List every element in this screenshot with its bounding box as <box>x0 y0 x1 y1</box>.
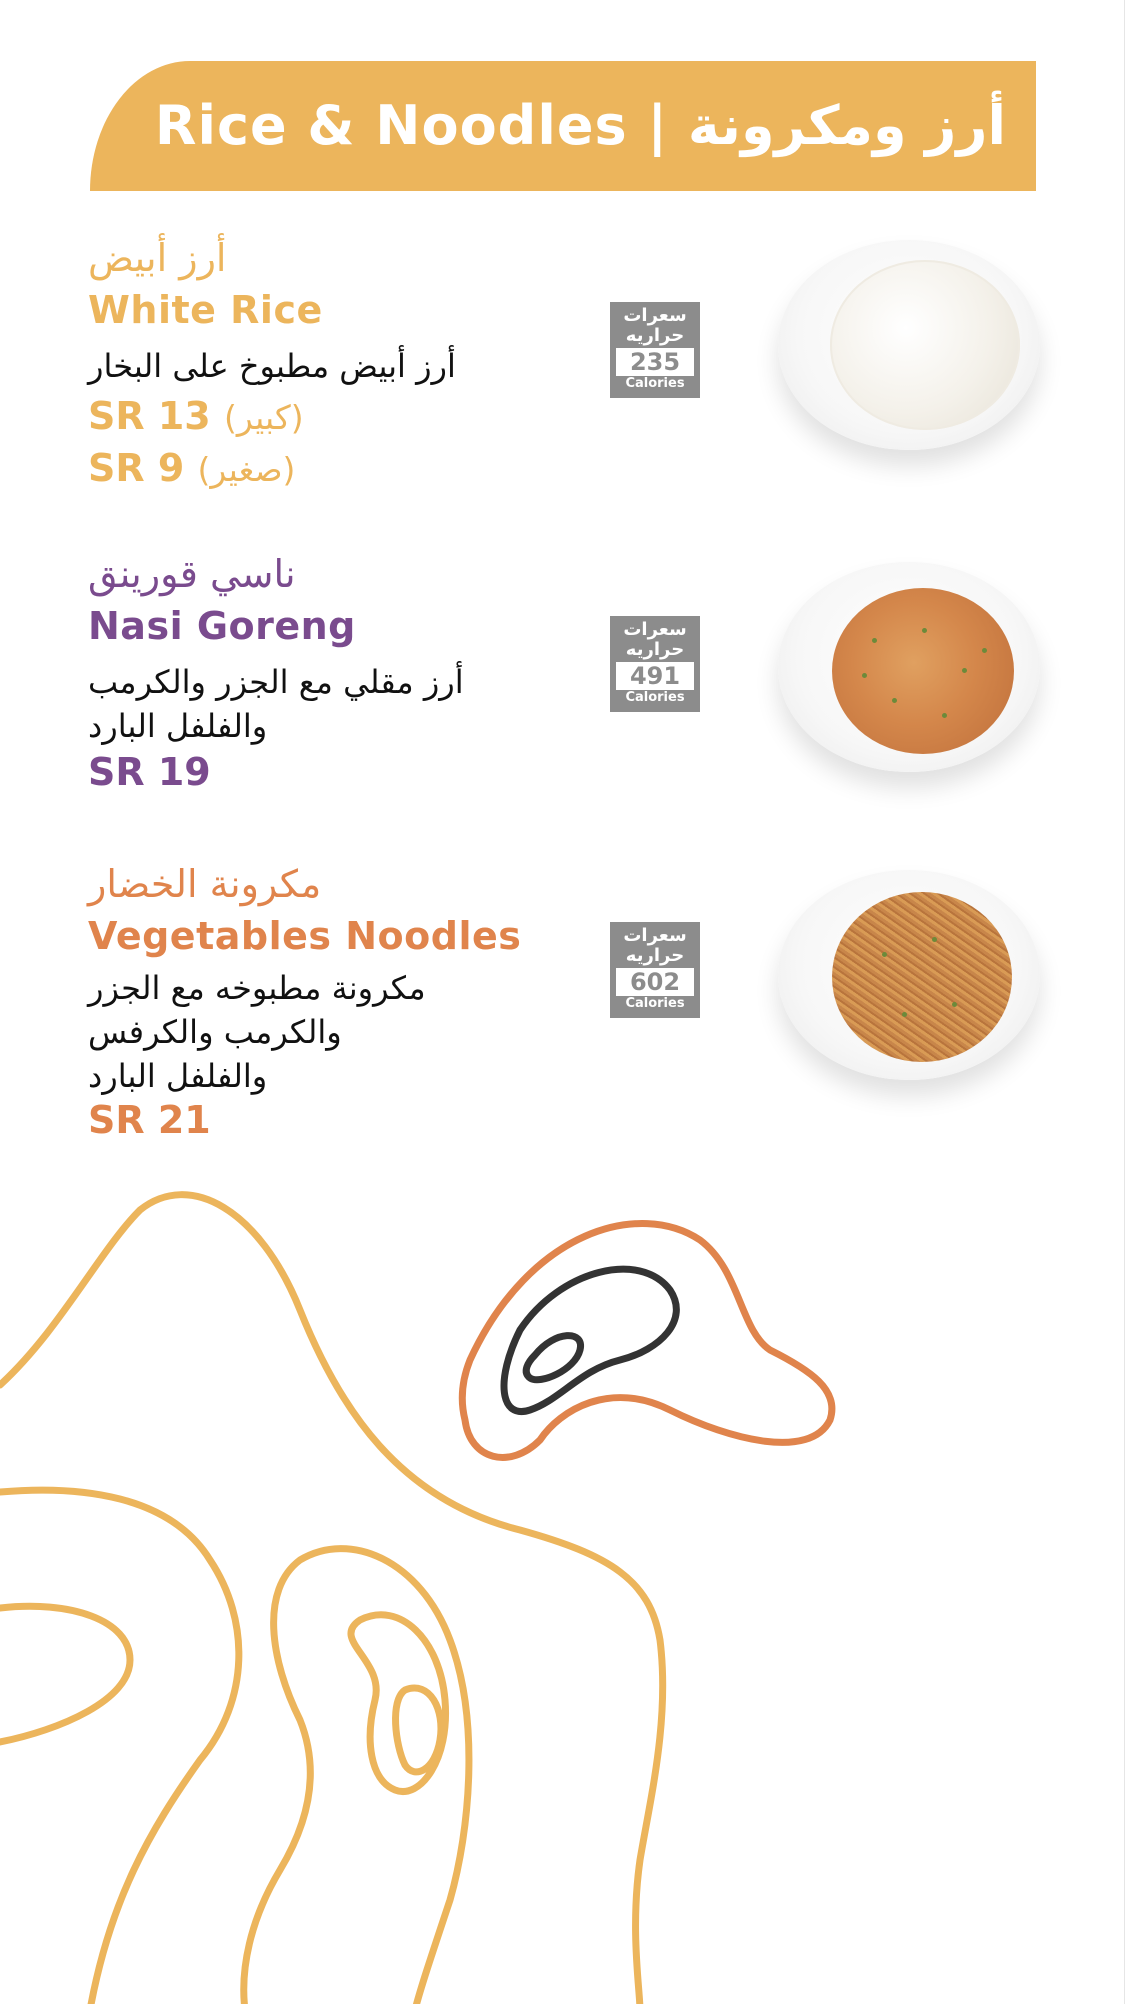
description-line: أرز مقلي مع الجزر والكرمب <box>88 663 464 701</box>
vegetable-noodles-image <box>760 848 1050 1118</box>
contour-dark-inner <box>526 1336 580 1380</box>
calorie-label-arabic: سعرات حراريه <box>623 925 687 966</box>
white-rice-image <box>760 218 1050 488</box>
decorative-contour-lines <box>0 1150 1128 2004</box>
calorie-label-english: Calories <box>625 376 685 391</box>
contour-loop-1 <box>0 1490 239 2004</box>
price-amount: SR 21 <box>88 1098 211 1142</box>
item-description <box>88 966 558 1098</box>
calorie-label-english: Calories <box>625 996 685 1011</box>
section-title: Rice & Noodles | أرز ومكرونة <box>154 94 1006 157</box>
item-name-english: Vegetables Noodles <box>88 914 522 958</box>
calorie-badge <box>610 922 700 1018</box>
item-price-large <box>88 394 304 438</box>
item-name-arabic: مكرونة الخضار <box>88 862 322 906</box>
description-line: والفلفل البارد <box>88 1057 268 1095</box>
price-size: (صغير) <box>197 450 296 489</box>
rice-food <box>830 260 1020 430</box>
contour-dark <box>504 1269 676 1411</box>
contour-outer <box>0 1195 663 2004</box>
contour-loop-2 <box>0 1606 130 1742</box>
section-header <box>90 61 1036 191</box>
noodles-food <box>832 892 1012 1062</box>
item-name-english: Nasi Goreng <box>88 604 356 648</box>
price-amount: SR 19 <box>88 750 211 794</box>
fried-rice-food <box>832 588 1014 754</box>
item-price-small <box>88 446 295 490</box>
price-amount: SR 9 <box>88 446 185 490</box>
price-amount: SR 13 <box>88 394 211 438</box>
contour-loop-3 <box>244 1549 469 2004</box>
calorie-label-arabic: سعرات حراريه <box>623 619 687 660</box>
item-name-arabic: أرز أبيض <box>88 236 227 280</box>
item-price <box>88 1098 211 1142</box>
description-line: أرز أبيض مطبوخ على البخار <box>88 347 456 385</box>
item-description <box>88 660 558 748</box>
calorie-badge <box>610 302 700 398</box>
description-line: مكرونة مطبوخه مع الجزر <box>88 969 426 1007</box>
item-price <box>88 750 211 794</box>
price-size: (كبير) <box>223 398 304 437</box>
calorie-badge <box>610 616 700 712</box>
calorie-value: 235 <box>616 348 694 376</box>
nasi-goreng-image <box>760 540 1050 810</box>
contour-small-inner <box>396 1688 441 1772</box>
description-line: والكرمب والكرفس <box>88 1013 342 1051</box>
calorie-label-arabic: سعرات حراريه <box>623 305 687 346</box>
item-name-arabic: ناسي قورينق <box>88 552 296 596</box>
item-name-english: White Rice <box>88 288 323 332</box>
calorie-label-english: Calories <box>625 690 685 705</box>
calorie-value: 491 <box>616 662 694 690</box>
item-description <box>88 344 558 388</box>
description-line: والفلفل البارد <box>88 707 268 745</box>
calorie-value: 602 <box>616 968 694 996</box>
